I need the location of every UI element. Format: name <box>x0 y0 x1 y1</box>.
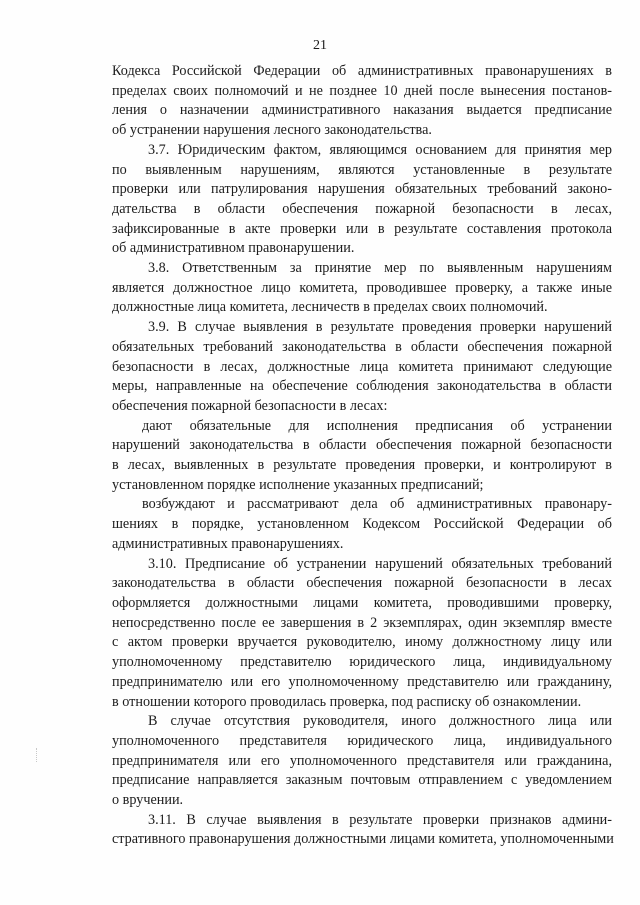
text-line: установленном порядке исполнение указанных предписаний; <box>112 476 484 493</box>
text-line: уполномоченному представителю юридического лица, индивидуальному <box>112 654 612 671</box>
text-line: с актом проверки вручается руководителю, иному должностному лицу или <box>112 634 612 651</box>
text-line: обязательных требований законодательства в области обеспечения пожарной <box>112 338 612 355</box>
text-line: проверки или патрулирования нарушения обязательных требований законо- <box>112 181 612 198</box>
text-line: предпринимателя или его уполномоченного представителя или гражданина, <box>112 752 612 769</box>
text-line: 3.8. Ответственным за принятие мер по выявленным нарушениям <box>148 260 612 277</box>
paragraph-continuation <box>112 62 612 141</box>
text-line: законодательства в области обеспечения пожарной безопасности в лесах <box>112 575 612 592</box>
text-line: о вручении. <box>112 792 184 809</box>
text-line: меры, направленные на обеспечение соблюдения законодательства в области <box>112 378 612 395</box>
text-line: в отношении которого проводилась проверка, под расписку об ознакомлении. <box>112 693 582 710</box>
text-line: непосредственно после ее завершения в 2 экземплярах, один экземпляр вместе <box>112 614 612 631</box>
text-line: ления о назначении административного наказания выдается предписание <box>112 102 612 119</box>
text-line: по выявленным нарушениям, являются установленные в результате <box>112 161 612 178</box>
paragraph-3-8 <box>112 259 612 318</box>
paragraph-3-7 <box>112 141 612 259</box>
paragraph-3-10 <box>112 555 612 713</box>
text-line: 3.10. Предписание об устранении нарушений обязательных требований <box>148 555 612 572</box>
text-line: должностные лица комитета, лесничеств в пределах своих полномочий. <box>112 299 548 316</box>
text-line: об административном правонарушении. <box>112 240 355 257</box>
text-line: шениях в порядке, установленном Кодексом Российской Федерации об <box>112 516 612 533</box>
text-line: уполномоченного представителя юридического лица, индивидуального <box>112 732 612 749</box>
scan-margin-mark <box>36 748 39 762</box>
paragraph-3-11 <box>112 811 612 850</box>
text-line: оформляется должностными лицами комитета, проводившими проверку, <box>112 594 612 611</box>
page-number: 21 <box>313 38 327 53</box>
text-line: 3.11. В случае выявления в результате проверки признаков админи- <box>148 811 612 828</box>
text-line: зафиксированные в акте проверки или в результате составления протокола <box>112 220 612 237</box>
paragraph-measure-prescriptions <box>112 417 612 496</box>
text-line: В случае отсутствия руководителя, иного должностного лица или <box>148 713 612 730</box>
text-line: нарушений законодательства в области обеспечения пожарной безопасности <box>112 437 612 454</box>
text-line: Кодекса Российской Федерации об административных правонарушениях в <box>112 63 612 79</box>
document-body <box>112 62 612 850</box>
text-line: возбуждают и рассматривают дела об административных правонару- <box>142 496 612 513</box>
text-line: безопасности в лесах, должностные лица комитета принимают следующие <box>112 358 612 375</box>
text-line: дают обязательные для исполнения предписания об устранении <box>142 417 612 434</box>
paragraph-measure-cases <box>112 495 612 554</box>
text-line: является должностное лицо комитета, проводившее проверку, а также иные <box>112 279 612 296</box>
paragraph-absence <box>112 712 612 811</box>
text-line: 3.9. В случае выявления в результате проведения проверки нарушений <box>148 319 612 336</box>
text-line: предпринимателю или его уполномоченному представителю или гражданину, <box>112 673 612 690</box>
paragraph-3-9 <box>112 318 612 417</box>
text-line: дательства в области обеспечения пожарной безопасности в лесах, <box>112 200 612 217</box>
text-line: в лесах, выявленных в результате проведения проверки, и контролируют в <box>112 457 612 474</box>
text-line: административных правонарушениях. <box>112 535 344 552</box>
text-line: предписание направляется заказным почтовым отправлением с уведомлением <box>112 772 612 789</box>
text-line: об устранении нарушения лесного законодательства. <box>112 122 432 139</box>
text-line: 3.7. Юридическим фактом, являющимся основанием для принятия мер <box>148 141 612 158</box>
text-line: пределах своих полномочий и не позднее 10 дней после вынесения постанов- <box>112 82 612 99</box>
text-line: обеспечения пожарной безопасности в лесах: <box>112 397 388 414</box>
text-line: стративного правонарушения должностными лицами комитета, уполномоченными <box>112 831 614 848</box>
